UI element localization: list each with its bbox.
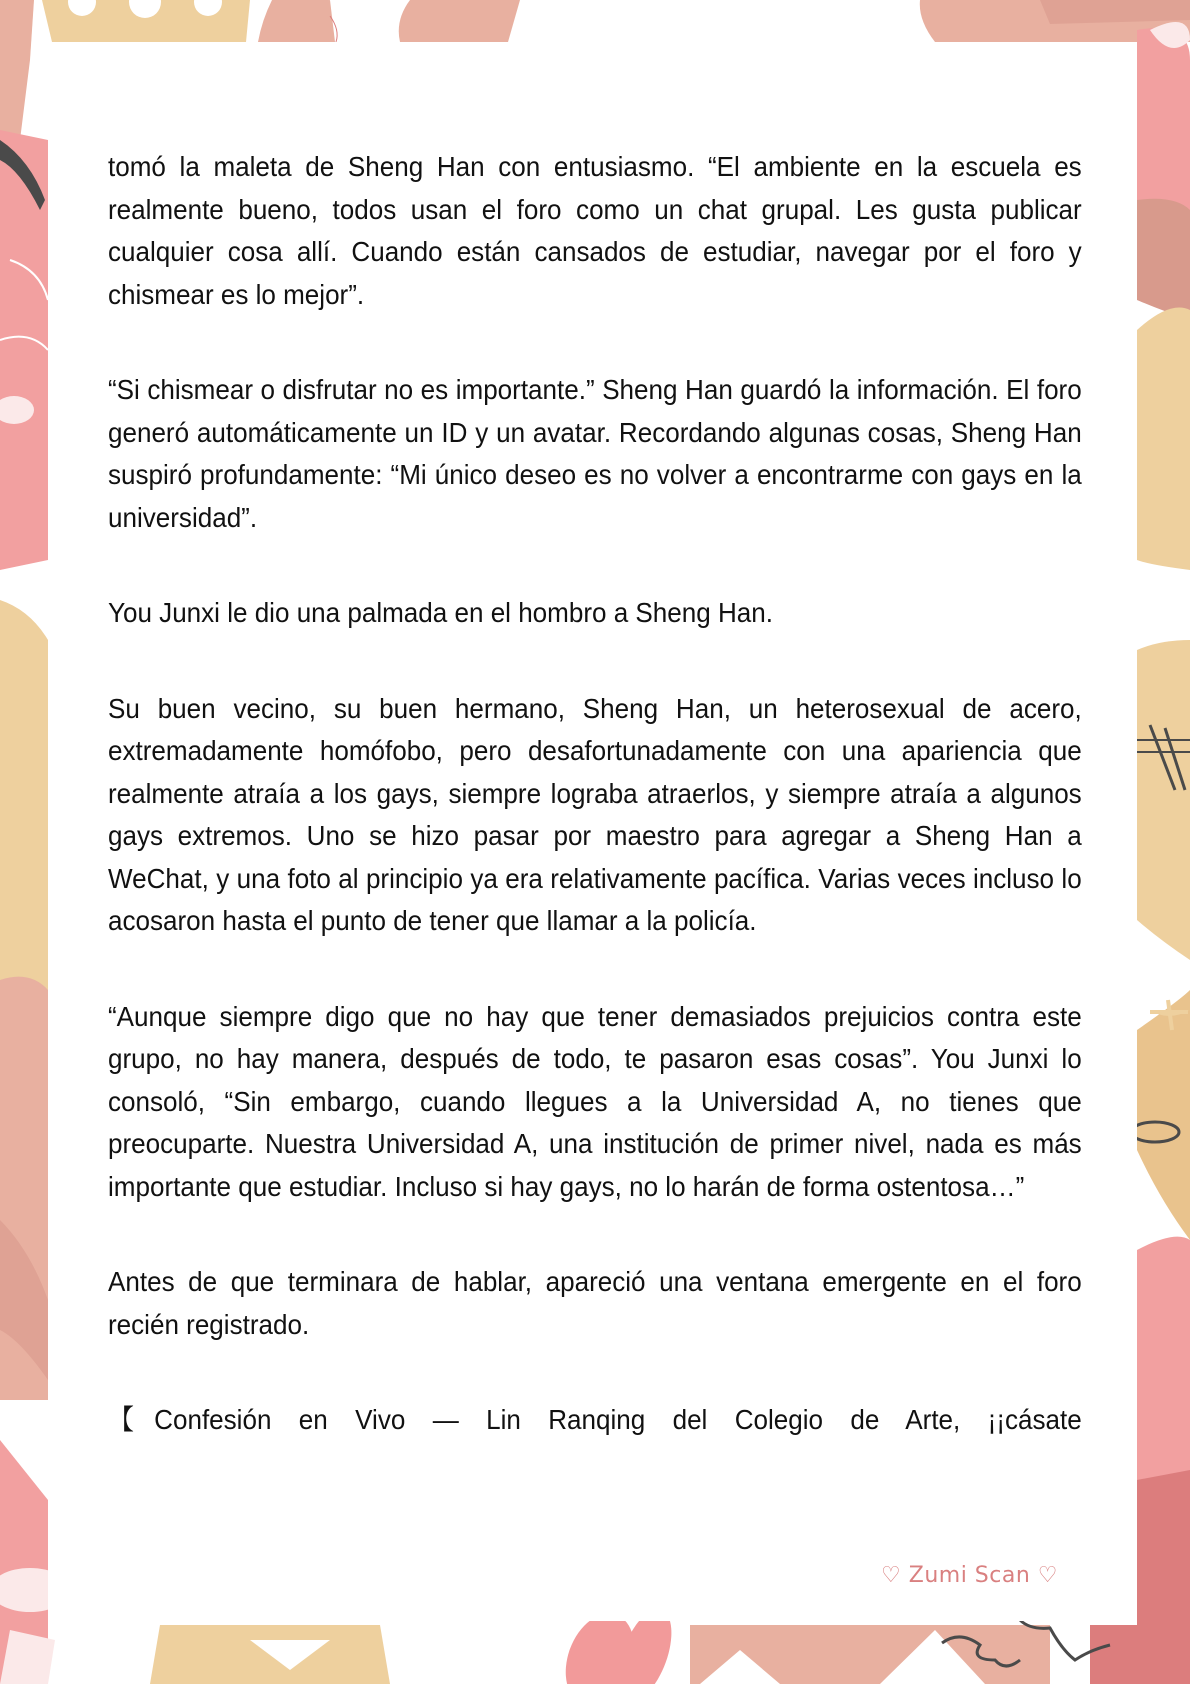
paragraph: “Aunque siempre digo que no hay que tener demasiados prejuicios contra este grupo, no hay manera, después de todo, te pasaron esas cosas”. You Junxi lo consoló, “Sin embargo, cuando llegues a la Universidad A, no tienes que preocuparte. Nuestra Universidad A, una institución de primer nivel, nada es más importante que estudiar. Incluso si hay gays, no lo harán de forma ostentosa…” [108, 1000, 1082, 1202]
paragraph: Su buen vecino, su buen hermano, Sheng Han, un heterosexual de acero, extremadamente homófobo, pero desafortunadamente con una apariencia que realmente atraía a los gays, siempre lograba atraerlos, y siempre atraía a algunos gays extremos. Uno se hizo pasar por maestro para agregar a Sheng Han a WeChat, y una foto al principio ya era relativamente pacífica. Varias veces incluso lo acosaron hasta el punto de tener que llamar a la policía. [108, 692, 1082, 936]
document-body [108, 146, 1082, 1442]
page-panel [48, 42, 1137, 1621]
paragraph: tomó la maleta de Sheng Han con entusiasmo. “El ambiente en la escuela es realmente bueno, todos usan el foro como un chat grupal. Les gusta publicar cualquier cosa allí. Cuando están cansados de estudiar, navegar por el foro y chismear es lo mejor”. [108, 151, 1082, 310]
paragraph: Antes de que terminara de hablar, apareció una ventana emergente en el foro recién registrado. [108, 1266, 1082, 1340]
scan-group-watermark: ♡ Zumi Scan ♡ [881, 1563, 1058, 1588]
paragraph: “Si chismear o disfrutar no es importante.” Sheng Han guardó la información. El foro generó automáticamente un ID y un avatar. Recordando algunas cosas, Sheng Han suspiró profundamente: “Mi único deseo es no volver a encontrarme con gays en la universidad”. [108, 374, 1082, 533]
paragraph: You Junxi le dio una palmada en el hombro a Sheng Han. [108, 597, 773, 628]
paragraph-confession-heading: 【Confesión en Vivo — Lin Ranqing del Colegio de Arte, ¡¡cásate [108, 1404, 1082, 1435]
